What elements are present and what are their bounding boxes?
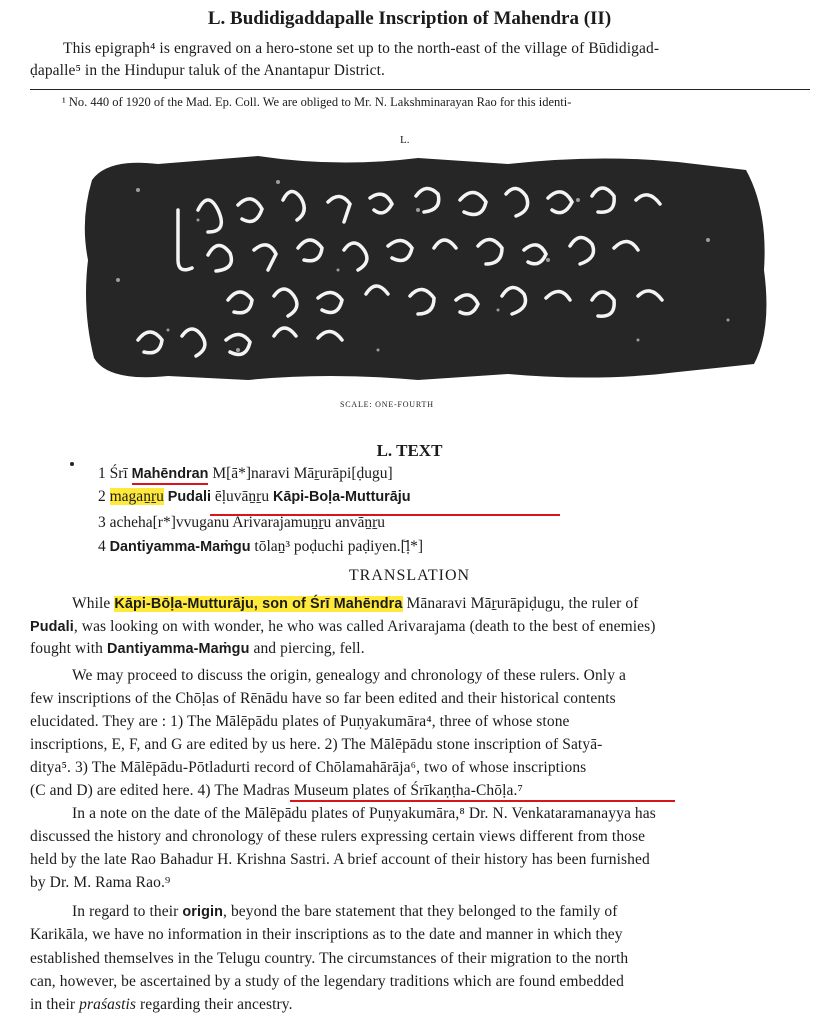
paragraph-line: Karikāla, we have no information in their inscriptions as to the date and manner in which they xyxy=(30,926,623,943)
paragraph-line: can, however, be ascertained by a study of the legendary traditions which are found embedded xyxy=(30,973,624,990)
line-number: 2 xyxy=(98,488,106,505)
paragraph-line: established themselves in the Telugu country. The circumstances of their migration to the north xyxy=(30,950,629,967)
bold-word: Pudali xyxy=(167,489,211,505)
paragraph-line: by Dr. M. Rama Rao.⁹ xyxy=(30,874,171,891)
text-heading: L. TEXT xyxy=(376,441,443,460)
plate-label: L. xyxy=(400,134,410,146)
text-word: ēḷuvāṉṟu xyxy=(214,488,270,505)
underlined-name: Mahēndran xyxy=(132,466,209,485)
text-span: fought with xyxy=(30,640,103,657)
translation-heading: TRANSLATION xyxy=(348,567,471,584)
bold-name: Kāpi-Boḷa-Mutturāju xyxy=(272,489,411,505)
paragraph-line: held by the late Rao Bahadur H. Krishna Sastri. A brief account of their history has been furnished xyxy=(30,851,650,868)
text-span: and piercing, fell. xyxy=(253,640,365,657)
text-word: tōlaṉ³ poḍuchi paḍiyen.[̄ḷ*] xyxy=(254,538,424,555)
footnote-divider xyxy=(30,89,810,90)
inscription-image xyxy=(78,150,778,384)
bold-name: Dantiyamma-Maṁgu xyxy=(106,641,250,657)
text-line-2 xyxy=(98,488,411,506)
paragraph-line: elucidated. They are : 1) The Mālēpādu plates of Puṇyakumāra⁴, three of whose stone xyxy=(30,713,570,730)
paragraph-line: ditya⁵. 3) The Mālēpādu-Pōtladurti record of Chōlamahārāja⁶, two of whose inscriptions xyxy=(30,759,587,776)
text-span: in their xyxy=(30,996,76,1013)
paragraph-line: inscriptions, E, F, and G are edited by us here. 2) The Mālēpādu stone inscription of Satyā- xyxy=(30,736,603,753)
line-number: 4 xyxy=(98,538,106,555)
text-line-4 xyxy=(98,538,423,556)
paragraph-line xyxy=(72,903,618,921)
highlighted-phrase: Kāpi-Bōḷa-Mutturāju, son of Śrī Mahēndra xyxy=(114,596,403,612)
text-line-1 xyxy=(98,465,393,483)
text-span: Mānaravi Māṟurāpiḍugu, the ruler of xyxy=(406,595,639,612)
text-span: , was looking on with wonder, he who was called Arivarajama (death to the best of enemies) xyxy=(73,618,656,635)
translation-line-2 xyxy=(30,618,656,636)
scale-caption: SCALE: ONE-FOURTH xyxy=(340,400,434,409)
text-span: , beyond the bare statement that they belonged to the family of xyxy=(223,903,618,920)
text-span: (C and D) are edited here. 4) xyxy=(30,782,211,799)
text-line-3: 3 acheha[r*]vvuganu Arivarajamuṉṟu anvāṉṟu xyxy=(98,514,386,531)
paragraph-line xyxy=(30,996,293,1014)
text-word: M[ā*]naravi Māṟurāpi[ḍugu] xyxy=(212,465,393,482)
inscription-rubbing-svg xyxy=(78,150,778,384)
text-span: While xyxy=(72,595,111,612)
line-number: 1 xyxy=(98,465,106,482)
translation-line-1 xyxy=(72,595,639,613)
intro-line: This epigraph⁴ is engraved on a hero-stone set up to the north-east of the village of Būdidigad- xyxy=(63,40,660,57)
italic-word: praśastis xyxy=(79,996,137,1013)
text-span: In regard to their xyxy=(72,903,179,920)
text-word: Śrī xyxy=(109,465,128,482)
page-title: L. Budidigaddapalle Inscription of Mahendra (II) xyxy=(207,8,612,29)
bold-word: origin xyxy=(182,904,223,920)
paragraph-line: We may proceed to discuss the origin, genealogy and chronology of these rulers. Only a xyxy=(72,667,627,684)
red-underline xyxy=(290,800,675,802)
paragraph-line: discussed the history and chronology of these rulers expressing certain views different from those xyxy=(30,828,646,845)
highlighted-word: magaṉṟu xyxy=(109,488,164,505)
underlined-phrase: The Madras Museum plates of Śrīkaṇṭha-Chōḷa.⁷ xyxy=(214,782,523,799)
intro-line: ḍapalle⁵ in the Hindupur taluk of the Anantapur District. xyxy=(30,62,386,79)
footnote: ¹ No. 440 of 1920 of the Mad. Ep. Coll. We are obliged to Mr. N. Lakshminarayan Rao for this identi- xyxy=(62,95,572,109)
stray-dot xyxy=(70,462,74,466)
paragraph-line: In a note on the date of the Mālēpādu plates of Puṇyakumāra,⁸ Dr. N. Venkataramanayya has xyxy=(72,805,656,822)
paragraph-line: few inscriptions of the Chōḷas of Rēnādu have so far been edited and their historical contents xyxy=(30,690,616,707)
paragraph-line xyxy=(30,782,523,800)
bold-name: Dantiyamma-Maṁgu xyxy=(109,539,251,555)
text-span: regarding their ancestry. xyxy=(140,996,293,1013)
bold-word: Pudali xyxy=(30,619,74,635)
translation-line-3 xyxy=(30,640,365,658)
